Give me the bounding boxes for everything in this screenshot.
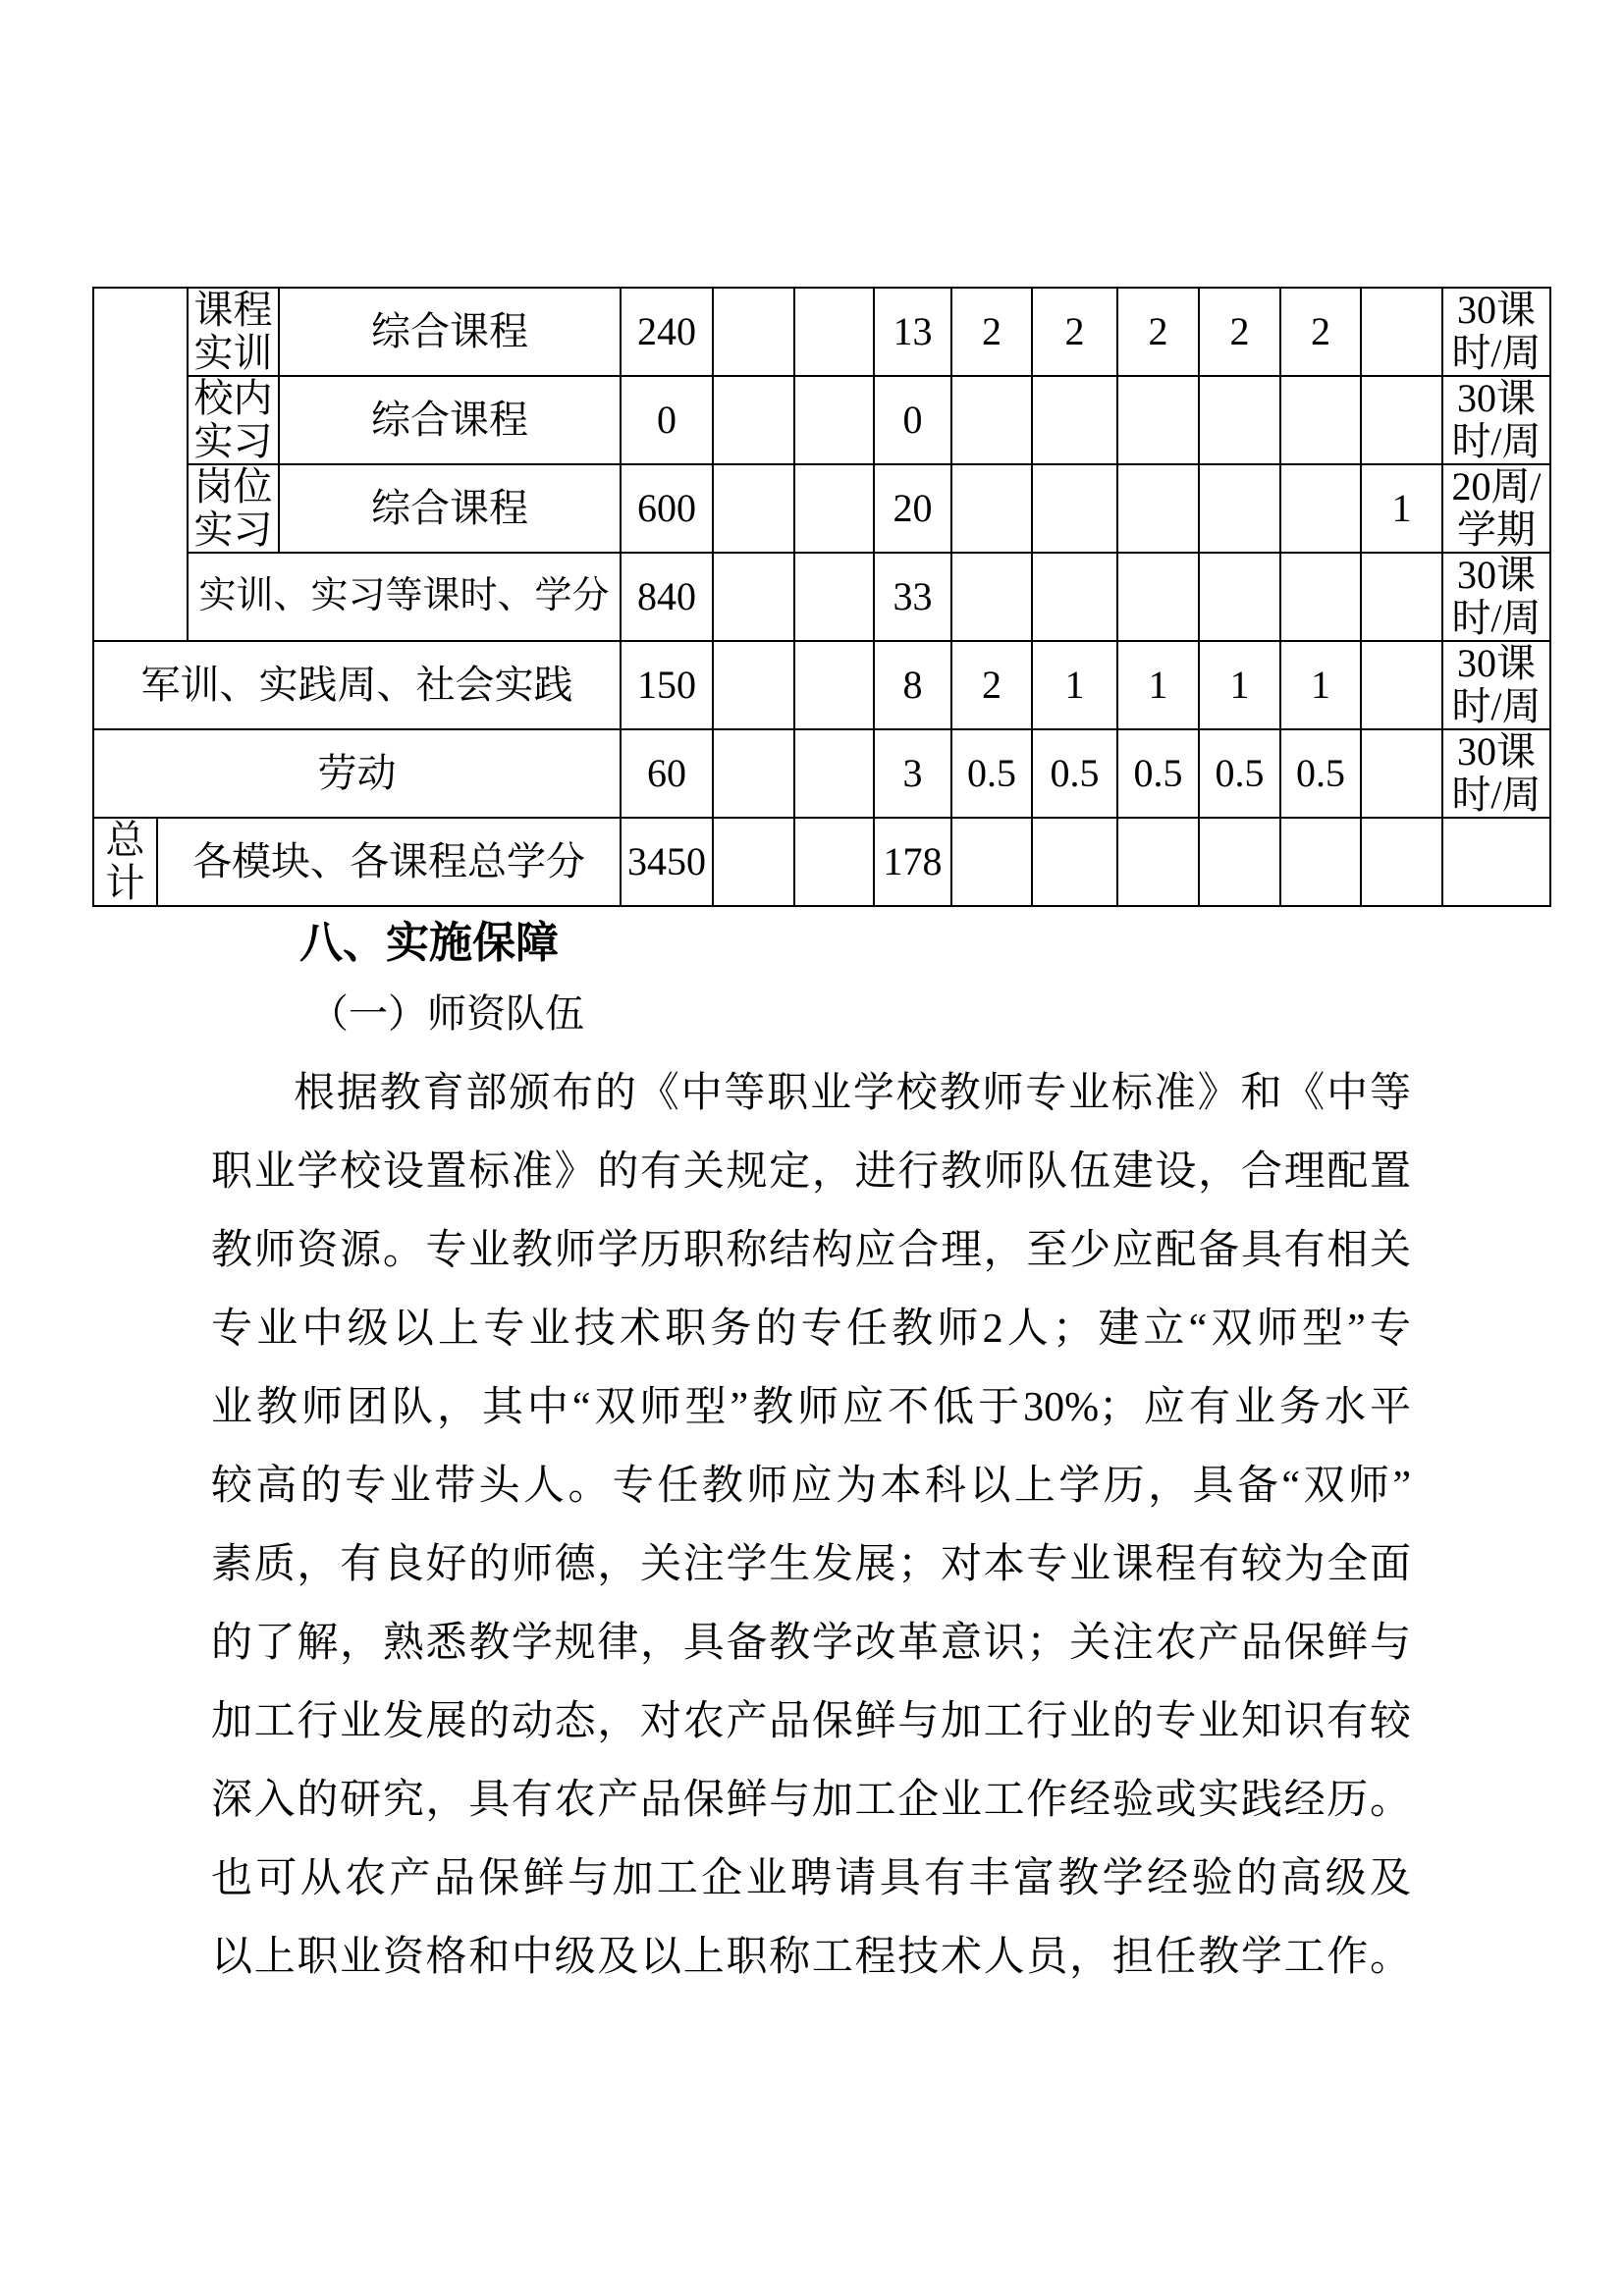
paragraph-line: 业教师团队，其中“双师型”教师应不低于30%；应有业务水平 [211,1385,1411,1430]
r6-label-cell: 劳动 [93,729,621,818]
table-row-practice-subtotal [93,553,1550,641]
r1-sem5-cell: 2 [1280,288,1361,376]
r5-sem1-cell: 2 [951,641,1032,729]
r2-sem3-cell [1117,376,1199,464]
r2-hours-cell: 0 [621,376,713,464]
r4-empty-cell-2 [794,553,874,641]
r6-sem1-cell: 0.5 [951,729,1032,818]
r6-hours-cell: 60 [621,729,713,818]
r1-sem4-cell: 2 [1199,288,1280,376]
r1-category-cell: 课程实训 [188,288,279,376]
paragraph-line: 加工行业发展的动态，对农产品保鲜与加工行业的专业知识有较 [211,1699,1411,1744]
r7-credits-cell: 178 [874,818,951,906]
r4-hours-cell: 840 [621,553,713,641]
r3-course-cell: 综合课程 [279,464,621,553]
paragraph-line: 深入的研究，具有农产品保鲜与加工企业工作经验或实践经历。 [211,1778,1411,1823]
r6-empty-cell-2 [794,729,874,818]
r1-note-cell: 30课时/周 [1442,288,1550,376]
r4-sem3-cell [1117,553,1199,641]
section-subheading: （一）师资队伍 [309,991,584,1036]
r5-label-cell: 军训、实践周、社会实践 [93,641,621,729]
r3-sem5-cell [1280,464,1361,553]
paragraph-line: 职业学校设置标准》的有关规定，进行教师队伍建设，合理配置 [211,1149,1411,1195]
r4-sem4-cell [1199,553,1280,641]
r6-sem2-cell: 0.5 [1032,729,1117,818]
r4-label-cell: 实训、实习等课时、学分 [188,553,621,641]
r1-empty-cell-2 [794,288,874,376]
paragraph-line: 教师资源。专业教师学历职称结构应合理，至少应配备具有相关 [211,1228,1411,1273]
r4-sem5-cell [1280,553,1361,641]
r2-sem1-cell [951,376,1032,464]
r1-course-cell: 综合课程 [279,288,621,376]
r3-note-cell: 20周/学期 [1442,464,1550,553]
r4-sem2-cell [1032,553,1117,641]
r1-extra-cell [1361,288,1442,376]
r5-sem4-cell: 1 [1199,641,1280,729]
paragraph-line: 的了解，熟悉教学规律，具备教学改革意识；关注农产品保鲜与 [211,1621,1411,1666]
r2-sem2-cell [1032,376,1117,464]
r7-sem2-cell [1032,818,1117,906]
r6-note-cell: 30课时/周 [1442,729,1550,818]
r3-sem3-cell [1117,464,1199,553]
r3-sem4-cell [1199,464,1280,553]
r1-credits-cell: 13 [874,288,951,376]
r4-sem1-cell [951,553,1032,641]
r7-hours-cell: 3450 [621,818,713,906]
r6-empty-cell-1 [713,729,794,818]
paragraph-line: 素质，有良好的师德，关注学生发展；对本专业课程有较为全面 [211,1542,1411,1587]
r3-extra-cell: 1 [1361,464,1442,553]
r3-credits-cell: 20 [874,464,951,553]
r4-empty-cell-1 [713,553,794,641]
r7-empty-cell-2 [794,818,874,906]
r3-sem1-cell [951,464,1032,553]
table-row-military-training [93,641,1550,729]
r6-credits-cell: 3 [874,729,951,818]
r2-course-cell: 综合课程 [279,376,621,464]
r5-empty-cell-1 [713,641,794,729]
r2-extra-cell [1361,376,1442,464]
r1-sem3-cell: 2 [1117,288,1199,376]
r2-sem4-cell [1199,376,1280,464]
r2-credits-cell: 0 [874,376,951,464]
r6-extra-cell [1361,729,1442,818]
paragraph-line: 以上职业资格和中级及以上职称工程技术人员，担任教学工作。 [211,1935,1411,1980]
r5-sem2-cell: 1 [1032,641,1117,729]
r7-sem3-cell [1117,818,1199,906]
r6-sem3-cell: 0.5 [1117,729,1199,818]
r5-sem3-cell: 1 [1117,641,1199,729]
paragraph-line: 根据教育部颁布的《中等职业学校教师专业标准》和《中等 [294,1071,1411,1116]
r2-note-cell: 30课时/周 [1442,376,1550,464]
r3-sem2-cell [1032,464,1117,553]
paragraph-line: 较高的专业带头人。专任教师应为本科以上学历，具备“双师” [211,1464,1411,1509]
r2-category-cell: 校内实习 [188,376,279,464]
r5-hours-cell: 150 [621,641,713,729]
r5-sem5-cell: 1 [1280,641,1361,729]
r4-credits-cell: 33 [874,553,951,641]
r7-note-cell [1442,818,1550,906]
r1-sem2-cell: 2 [1032,288,1117,376]
r7-label-cell: 各模块、各课程总学分 [157,818,621,906]
empty-group-cell [93,288,188,641]
r1-sem1-cell: 2 [951,288,1032,376]
r2-empty-cell-1 [713,376,794,464]
r1-hours-cell: 240 [621,288,713,376]
r7-sem1-cell [951,818,1032,906]
r3-empty-cell-2 [794,464,874,553]
r6-sem5-cell: 0.5 [1280,729,1361,818]
r3-hours-cell: 600 [621,464,713,553]
r3-category-cell: 岗位实习 [188,464,279,553]
r2-sem5-cell [1280,376,1361,464]
total-label-cell: 总计 [93,818,157,906]
paragraph-line: 专业中级以上专业技术职务的专任教师2人；建立“双师型”专 [211,1307,1411,1352]
r5-credits-cell: 8 [874,641,951,729]
r5-note-cell: 30课时/周 [1442,641,1550,729]
r2-empty-cell-2 [794,376,874,464]
paragraph-line: 也可从农产品保鲜与加工企业聘请具有丰富教学经验的高级及 [211,1856,1411,1901]
r7-empty-cell-1 [713,818,794,906]
curriculum-plan-table [92,287,1551,907]
table-row-course-practice [93,288,1550,376]
body-paragraph [211,1054,1411,1997]
r4-extra-cell [1361,553,1442,641]
table-row-school-internship [93,376,1550,464]
table-row-labor [93,729,1550,818]
r5-extra-cell [1361,641,1442,729]
table-row-post-internship [93,464,1550,553]
r7-sem4-cell [1199,818,1280,906]
r1-empty-cell-1 [713,288,794,376]
table-row-grand-total [93,818,1550,906]
section-heading: 八、实施保障 [299,919,559,967]
r3-empty-cell-1 [713,464,794,553]
r7-extra-cell [1361,818,1442,906]
r4-note-cell: 30课时/周 [1442,553,1550,641]
r7-sem5-cell [1280,818,1361,906]
r5-empty-cell-2 [794,641,874,729]
r6-sem4-cell: 0.5 [1199,729,1280,818]
